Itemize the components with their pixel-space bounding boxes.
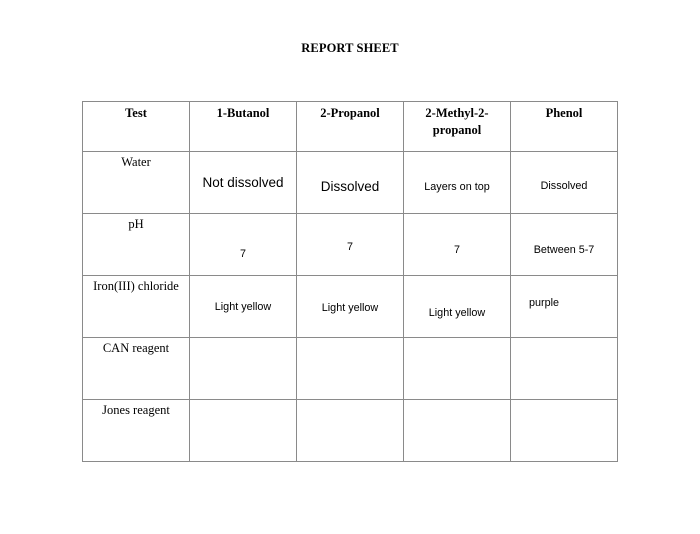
- cell-can-2-methyl-2-propanol: [404, 338, 511, 400]
- cell-jones-1-butanol: [190, 400, 297, 462]
- cell-jones-phenol: [511, 400, 618, 462]
- report-title: REPORT SHEET: [301, 41, 399, 55]
- cell-water-2-propanol: [297, 152, 404, 214]
- value-water-2-propanol: Dissolved: [320, 179, 380, 194]
- value-water-1-butanol: Not dissolved: [202, 175, 284, 190]
- value-ph-2-propanol: 7: [346, 241, 353, 253]
- table-row-water: [83, 152, 618, 214]
- value-water-phenol: Dissolved: [540, 180, 588, 192]
- cell-water-phenol: [511, 152, 618, 214]
- cell-can-2-propanol: [297, 338, 404, 400]
- row-label-can-reagent: CAN reagent: [83, 338, 190, 400]
- row-label-iron-chloride: Iron(III) chloride: [83, 276, 190, 338]
- cell-can-phenol: [511, 338, 618, 400]
- cell-ph-2-propanol: [297, 214, 404, 276]
- header-2-methyl-2-propanol: [404, 102, 511, 152]
- table-row-ph: [83, 214, 618, 276]
- cell-iron-1-butanol: [190, 276, 297, 338]
- cell-water-1-butanol: [190, 152, 297, 214]
- header-test: Test: [83, 102, 190, 152]
- table-row-can-reagent: [83, 338, 618, 400]
- value-ph-phenol: Between 5-7: [533, 244, 595, 256]
- cell-ph-2-methyl-2-propanol: [404, 214, 511, 276]
- value-iron-1-butanol: Light yellow: [214, 301, 272, 313]
- report-table: [82, 101, 618, 462]
- row-label-ph: pH: [83, 214, 190, 276]
- cell-water-2-methyl-2-propanol: [404, 152, 511, 214]
- row-label-water: Water: [83, 152, 190, 214]
- table-row-jones-reagent: [83, 400, 618, 462]
- cell-ph-phenol: [511, 214, 618, 276]
- table-row-iron-chloride: [83, 276, 618, 338]
- header-2-propanol: 2-Propanol: [297, 102, 404, 152]
- value-ph-1-butanol: 7: [239, 248, 246, 260]
- value-iron-2-propanol: Light yellow: [321, 302, 379, 314]
- value-iron-phenol: purple: [528, 297, 559, 309]
- header-phenol: Phenol: [511, 102, 618, 152]
- header-1-butanol: 1-Butanol: [190, 102, 297, 152]
- cell-iron-phenol: [511, 276, 618, 338]
- header-2-methyl-line2: propanol: [432, 123, 482, 137]
- header-row: [83, 102, 618, 152]
- value-water-2-methyl-2-propanol: Layers on top: [424, 181, 490, 193]
- value-iron-2-methyl-2-propanol: Light yellow: [428, 307, 486, 319]
- header-2-methyl-line1: 2-Methyl-2-: [425, 106, 489, 120]
- cell-jones-2-methyl-2-propanol: [404, 400, 511, 462]
- cell-jones-2-propanol: [297, 400, 404, 462]
- row-label-jones-reagent: Jones reagent: [83, 400, 190, 462]
- value-ph-2-methyl-2-propanol: 7: [453, 244, 460, 256]
- cell-can-1-butanol: [190, 338, 297, 400]
- cell-iron-2-propanol: [297, 276, 404, 338]
- cell-ph-1-butanol: [190, 214, 297, 276]
